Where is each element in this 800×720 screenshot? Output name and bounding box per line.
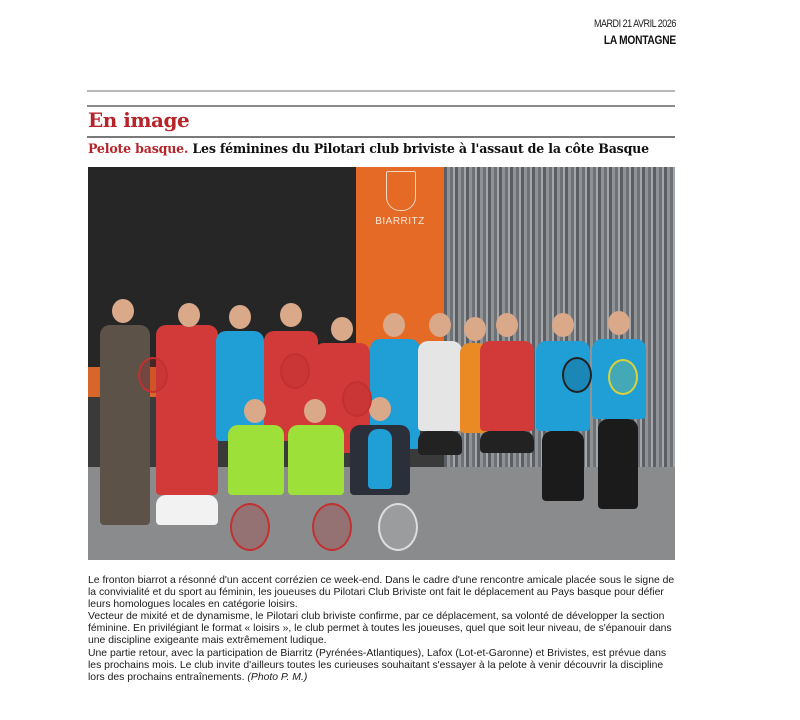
- person: [480, 341, 534, 431]
- person: [288, 425, 344, 495]
- person-leggings: [542, 431, 584, 501]
- racket-icon: [280, 353, 310, 389]
- person-head: [280, 303, 302, 327]
- person-head: [112, 299, 134, 323]
- person-head: [496, 313, 518, 337]
- person-head: [244, 399, 266, 423]
- person-head: [552, 313, 574, 337]
- racket-icon: [312, 503, 352, 551]
- headline-kicker: Pelote basque.: [88, 141, 189, 156]
- person: [100, 325, 150, 525]
- banner-text: BIARRITZ: [375, 216, 425, 227]
- divider-headline: [87, 136, 675, 138]
- person-head: [383, 313, 405, 337]
- crest-icon: [386, 171, 416, 211]
- article-body: [88, 575, 680, 684]
- person: [156, 325, 218, 495]
- person-head: [464, 317, 486, 341]
- person-shorts: [156, 495, 218, 525]
- person-shorts: [418, 431, 462, 455]
- racket-icon: [342, 381, 372, 417]
- person-head: [608, 311, 630, 335]
- person: [228, 425, 284, 495]
- racket-icon: [608, 359, 638, 395]
- divider-section: [87, 105, 675, 107]
- article-headline: [88, 141, 649, 156]
- person-head: [229, 305, 251, 329]
- paragraph: Vecteur de mixité et de dynamisme, le Pilotari club briviste confirme, par ce déplacement, sa volonté de développer la section féminine. En privilégiant le format « loisirs », le club permet à toutes les joueuses, quel que soit leur niveau, de s'épanouir dans une discipline exigeante mais extrêmement ludique.: [88, 611, 672, 647]
- person: [418, 341, 462, 431]
- photo-credit: (Photo P. M.): [247, 671, 308, 683]
- headline-text: Les féminines du Pilotari club briviste à l'assaut de la côte Basque: [192, 141, 649, 156]
- person-head: [331, 317, 353, 341]
- person-leggings: [598, 419, 638, 509]
- racket-icon: [378, 503, 418, 551]
- group-of-players: [88, 295, 675, 560]
- paragraph: Le fronton biarrot a résonné d'un accent corrézien ce week-end. Dans le cadre d'une rencontre amicale placée sous le signe de la convivialité et du sport au féminin, les joueuses du Pilotari Club Briviste ont fait le déplacement au Pays basque pour défier leurs homologues locales en catégorie loisirs.: [88, 575, 675, 611]
- person-head: [429, 313, 451, 337]
- racket-icon: [230, 503, 270, 551]
- person-shorts: [480, 431, 534, 453]
- newspaper-name: LA MONTAGNE: [604, 33, 676, 47]
- divider-top: [87, 90, 675, 92]
- paragraph-text: Une partie retour, avec la participation de Biarritz (Pyrénées-Atlantiques), Lafox (Lot-et-Garonne) et Brivistes, est prévue dans les prochains mois. Le club invite d'ailleurs toutes les curieuses souhaitant s'essayer à la pelote à venir découvrir la discipline lors des prochains entraînements.: [88, 647, 667, 683]
- section-title: En image: [88, 108, 190, 132]
- paragraph: [88, 648, 680, 684]
- person-head: [178, 303, 200, 327]
- person-head: [369, 397, 391, 421]
- racket-icon: [138, 357, 168, 393]
- racket-icon: [562, 357, 592, 393]
- article-photo: [88, 167, 675, 560]
- person-head: [304, 399, 326, 423]
- dateline: [576, 18, 676, 47]
- person-shirt: [368, 429, 392, 489]
- publication-date: MARDI 21 AVRIL 2026: [594, 18, 676, 30]
